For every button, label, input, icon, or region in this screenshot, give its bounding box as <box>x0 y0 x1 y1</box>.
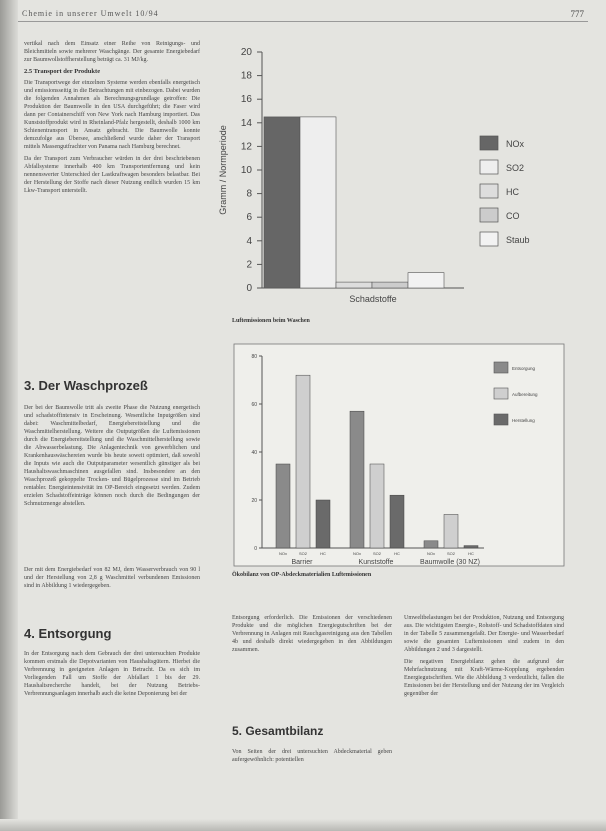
section-5-heading: 5. Gesamtbilanz <box>232 724 324 738</box>
legend-swatch-co <box>480 208 498 222</box>
section-4-body <box>24 650 200 826</box>
y-tick-label: 2 <box>246 259 252 271</box>
legend-label-staub: Staub <box>506 235 530 245</box>
section-4-heading: 4. Entsorgung <box>24 626 112 641</box>
column-1-top <box>24 40 200 318</box>
chart-1-caption: Luftemissionen beim Waschen <box>232 318 310 324</box>
legend-swatch-so2 <box>480 160 498 174</box>
bar-sublabel: SO2 <box>298 551 308 556</box>
chart-1 <box>204 36 544 316</box>
bar-sublabel: HC <box>320 551 326 556</box>
section-3-body-2 <box>24 566 200 614</box>
bar-1-0 <box>350 411 364 548</box>
bar-nox <box>264 117 300 288</box>
bar-sublabel: HC <box>394 551 400 556</box>
column-2-paragraph: Entsorgung erforderlich. Die Emissionen der verschiedenen Produkte und die möglichen Energiegutschriften bei der Verbrennung in Anlagen mit Rauchgasreinigung aus den Tabellen 4b und deshalb direkt wiedergegeben in den Abbildungen zusammen. <box>232 615 392 653</box>
y-tick-label: 0 <box>254 546 257 552</box>
legend-label-2: Herstellung <box>512 418 535 423</box>
y-tick-label: 10 <box>240 165 252 176</box>
bar-1-2 <box>390 495 404 548</box>
legend-label-nox: NOx <box>506 139 524 149</box>
y-tick-label: 40 <box>251 450 257 456</box>
legend-swatch-0 <box>494 362 508 373</box>
scan-shadow-bottom <box>0 819 606 831</box>
section-3-paragraph: Der bei der Baumwolle tritt als zweite Phase die Nutzung energetisch und schadstoffintensiv in Erscheinung. Wesentliche Inputgrößen sind dabei: Waschmittelbedarf, Energiebereitstellung und die Waschmittelherstellung. Weitere die Outputgrößen die Luftemissionen durch die Energiebereitstellung und die Waschmittelherstellung sowie die Abwasserbelastung. Die Anlagentechnik von gewerblichen und Krankenhauswäschereien wurde bis heute soweit optimiert, daß sowohl die Inputs wie auch die Outputparameter wesentlich günstiger als bei Haushaltswaschmaschinen ausgefallen sind. Insbesondere an den Waschprozeß gekoppelte Trocken- und Bügelprozesse sind im Betrieb rentabler. Energieintensivität im OP-Bereich eingesetzt werden. Zudem erzielen Schadstoffeinträge können noch durch die Bedingungen der Schmutzmenge abstellen. <box>24 405 200 507</box>
section-3-heading: 3. Der Waschprozeß <box>24 378 148 393</box>
journal-header: Chemie in unserer Umwelt 10/94 <box>22 9 159 18</box>
legend-swatch-1 <box>494 388 508 399</box>
legend-swatch-nox <box>480 136 498 150</box>
bar-hc <box>336 282 372 288</box>
y-tick-label: 80 <box>251 354 257 360</box>
bar-0-2 <box>316 500 330 548</box>
bar-0-0 <box>276 464 290 548</box>
y-tick-label: 12 <box>240 141 252 153</box>
transport-paragraph-2: Da der Transport zum Verbraucher würden in der drei beschriebenen Abfallsysteme innerhalb 400 km Transportentfernung und kein nennenswerter Unterschied der Lastkraftwagen besonders belastbar. Bei der Herstellung der Stoffe nach dieser Nutzung endlich wurden 15 km Lkw-Transport unterstellt. <box>24 156 200 194</box>
column-3-bottom <box>404 614 564 824</box>
y-tick-label: 6 <box>246 212 252 224</box>
legend-swatch-2 <box>494 414 508 425</box>
section-4-paragraph: In der Entsorgung nach dem Gebrauch der drei untersuchten Produkte kommen erstmals die Depotvarianten von Haushaltsgütern. Hierbei die Verbrennung in geeigneten Anlagen in Betracht. Da es sich im Vorliegenden Fall um Stoffe der Abfallart 1 bis der 29. Haushaltsrecherche handelt, bei der Nutzung Betriebs-Verbrennungsanlagen innerhalb auch die keine Deponierung bei der <box>24 651 200 697</box>
bar-sublabel: NOx <box>353 551 361 556</box>
scan-shadow-left <box>0 0 18 831</box>
bar-staub <box>408 273 444 288</box>
column-3-paragraph: Umweltbelastungen bei der Produktion, Nutzung und Entsorgung aus. Die wichtigsten Energie-, Rohstoff- und Schadstoffdaten sind in der Tabelle 5 zusammengefaßt. Der Energie- und Wasserbedarf sowie die gesamten Luftemissionen sind zudem in den Abbildungen 2 und 3 dargestellt. <box>404 615 564 653</box>
bar-0-1 <box>296 375 310 548</box>
group-label: Barrier <box>291 559 313 566</box>
chart-2-caption: Ökobilanz von OP-Abdeckmaterialien Luftemissionen <box>232 572 372 578</box>
legend-label-0: Entsorgung <box>512 366 536 371</box>
legend-label-co: CO <box>506 211 520 221</box>
group-label: Kunststoffe <box>358 559 394 566</box>
header-rule <box>18 21 588 22</box>
section-3-paragraph-2: Der mit dem Energiebedarf von 82 MJ, dem Wasserverbrauch von 90 l und der Herstellung von 2,8 g Waschmittel verbundenen Emissionen sind in Abbildung 1 wiedergegeben. <box>24 567 200 589</box>
bar-co <box>372 282 408 288</box>
bar-sublabel: SO2 <box>372 551 382 556</box>
bar-so2 <box>300 117 336 288</box>
section-5-body <box>232 748 392 788</box>
section-5-paragraph: Von Seiten der drei untersuchten Abdeckmaterial geben aufergewöhnlich: potentiellen <box>232 749 392 763</box>
bar-sublabel: SO2 <box>446 551 456 556</box>
y-tick-label: 20 <box>240 47 252 58</box>
y-tick-label: 16 <box>240 94 252 106</box>
transport-paragraph-1: Die Transportwege der einzelnen Systeme werden ebenfalls energetisch und emissionsseitig in die Betrachtungen mit einbezogen. Dabei wurden die folgenden Annahmen als Berechnungsgrundlage getroffen: Die Produktion der Baumwolle in den USA durchgeführt; die Faser wird dann per Containerschiff von New York nach Hamburg importiert. Das Kunststoffprodukt wird in Rheinland-Pfalz hergestellt, deshalb 1000 km Schienentransport in Ansatz gebracht. Die Baumwolle konnte demzufolge aus Übersee, anschließend wurde daher der Transport mittels Massengutfrachter von Panama nach Hamburg berechnet. <box>24 80 200 150</box>
section-3-body <box>24 404 200 564</box>
group-label: Baumwolle (30 NZ) <box>420 559 480 566</box>
bar-2-2 <box>464 546 478 548</box>
subheading-transport: 2.5 Transport der Produkte <box>24 68 101 75</box>
x-axis-label: Schadstoffe <box>349 294 397 304</box>
y-tick-label: 0 <box>246 283 252 294</box>
column-2-bottom <box>232 614 392 674</box>
legend-label-so2: SO2 <box>506 163 525 173</box>
page-number: 777 <box>570 9 584 19</box>
intro-paragraph: vertikal nach dem Einsatz einer Reihe von Reinigungs- und Bleichmitteln sowie mehrerer Waschgänge. Der gesamte Energiebedarf zur Baumwollstoffherstellung beträgt ca. 31 MJ/kg. <box>24 41 200 63</box>
bar-1-1 <box>370 464 384 548</box>
column-3-paragraph-2: Die negativen Energiebilanz gehen die aufgrund der Mehrfachnutzung mit Kraft-Wärme-Kopplung ergebenden Energiegutschriften. Wie die Abbildung 3 verdeutlicht, fallen die Emissionen bei der Herstellung und der Nutzung der im Vergleich gegenüber der <box>404 659 564 697</box>
legend-swatch-hc <box>480 184 498 198</box>
legend-label-1: Aufbereitung <box>512 392 538 397</box>
legend-label-hc: HC <box>506 187 519 197</box>
y-tick-label: 4 <box>246 235 252 247</box>
bar-2-0 <box>424 541 438 548</box>
bar-sublabel: HC <box>468 551 474 556</box>
y-tick-label: 18 <box>240 70 252 82</box>
chart-2 <box>232 342 566 568</box>
bar-sublabel: NOx <box>279 551 287 556</box>
bar-2-1 <box>444 514 458 548</box>
y-tick-label: 14 <box>240 117 252 129</box>
y-tick-label: 20 <box>251 498 257 504</box>
legend-swatch-staub <box>480 232 498 246</box>
y-tick-label: 8 <box>246 188 252 200</box>
y-tick-label: 60 <box>251 402 257 408</box>
bar-sublabel: NOx <box>427 551 435 556</box>
y-axis-label: Gramm / Normperiode <box>218 125 228 215</box>
